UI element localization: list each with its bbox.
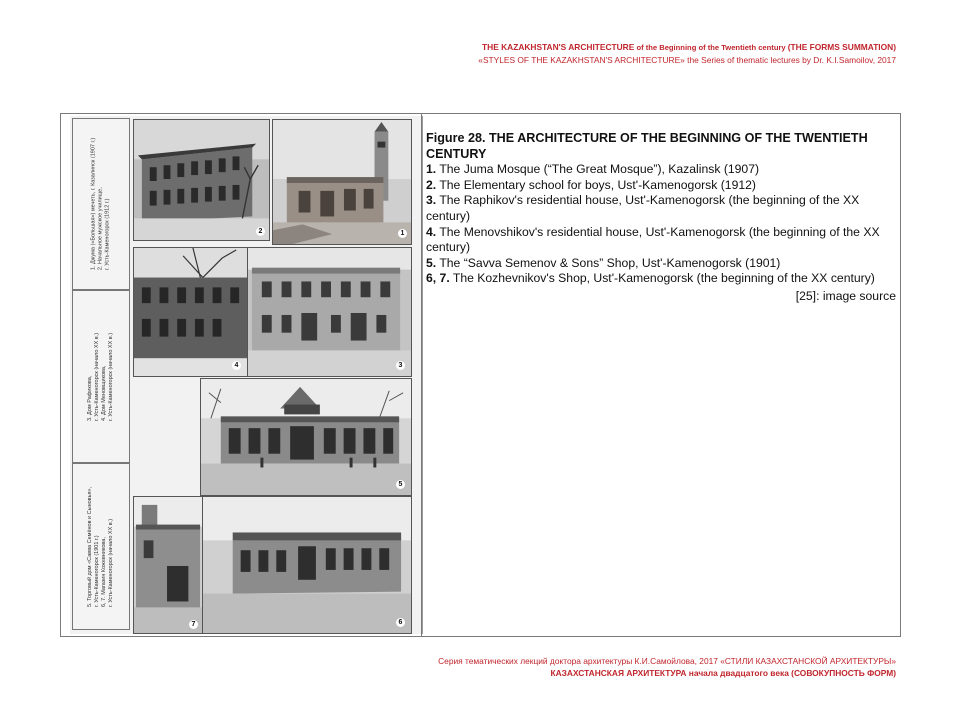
- footer-line-1: Серия тематических лекций доктора архитектуры К.И.Самойлова, 2017 «СТИЛИ КАЗАХСТАНСКОЙ АРХИТЕКТУРЫ»: [438, 656, 896, 666]
- caption-item-text: The Kozhevnikov's Shop, Ust'-Kamenogorsk (the beginning of the XX century): [449, 271, 875, 286]
- photo-savva-semenov-shop: [200, 378, 412, 496]
- plate-caption-cell-3: [72, 463, 130, 630]
- caption-item-4: [426, 225, 896, 256]
- photo-number-4: 4: [232, 361, 241, 370]
- header-line-1: [478, 41, 896, 54]
- plate-caption-line: 4. Дом Меновщикова,: [101, 364, 107, 421]
- footer-line-2: КАЗАХСТАНСКАЯ АРХИТЕКТУРА начала двадцатого века (СОВОКУПНОСТЬ ФОРМ): [550, 668, 896, 678]
- photo-school: [133, 119, 270, 241]
- plate-caption-strip: [72, 118, 132, 630]
- plate-caption-line: 2. Начальное мужское училище,: [97, 187, 104, 271]
- plate-caption-text-3: [87, 486, 115, 606]
- plate-caption-line: 6, 7. Магазин Кожевникова,: [101, 536, 107, 607]
- caption-item-number: 1.: [426, 162, 437, 177]
- plate-caption-line: г. Усть-Каменогорск (начало XX в.): [94, 332, 100, 421]
- caption-item-6: [426, 271, 896, 287]
- caption-item-number: 2.: [426, 177, 437, 192]
- slide-header: [478, 41, 896, 66]
- plate-caption-line: г. Усть-Каменогорск (начало XX в.): [108, 332, 114, 421]
- caption-item-text: The Menovshikov's residential house, Ust'-Kamenogorsk (the beginning of the XX century): [426, 224, 880, 255]
- caption-item-2: [426, 178, 896, 194]
- plate-caption-text-1: [91, 138, 112, 270]
- plate-caption-line: г. Усть-Каменогорск (1912 г.): [104, 198, 111, 271]
- plate-caption-text-2: [87, 332, 115, 420]
- slide-footer: [438, 655, 896, 679]
- photo-mosque: [272, 119, 412, 245]
- caption-item-number: 4.: [426, 224, 437, 239]
- plate-caption-line: г. Усть-Каменогорск (начало XX в.): [108, 518, 114, 607]
- plate-caption-line: 5. Торговый дом «Савва Семёнов и Сыновья»,: [87, 486, 93, 607]
- header-line-2: «STYLES OF THE KAZAKHSTAN'S ARCHITECTURE» the Series of thematic lectures by Dr. K.I.Samoilov, 2017: [478, 55, 896, 65]
- photo-number-6: 6: [396, 618, 405, 627]
- caption-item-1: [426, 162, 896, 178]
- header-topic: (THE FORMS SUMMATION): [787, 42, 896, 52]
- photo-number-5: 5: [396, 480, 405, 489]
- caption-item-text: The Juma Mosque (“The Great Mosque”), Kazalinsk (1907): [436, 162, 760, 177]
- header-title: THE KAZAKHSTAN'S ARCHITECTURE: [482, 42, 635, 52]
- plate-caption-line: 3. Дом Рафикова,: [87, 375, 93, 421]
- caption-item-text: The Elementary school for boys, Ust'-Kamenogorsk (1912): [436, 177, 756, 192]
- header-subtitle: of the Beginning of the Twentieth century: [634, 43, 788, 52]
- photo-number-7: 7: [189, 620, 198, 629]
- image-source: [25]: image source: [795, 288, 896, 303]
- plate-caption-cell-1: [72, 118, 130, 290]
- photo-kozhevnikov-shop-corner: [133, 496, 203, 634]
- photo-raphikov-house: [247, 247, 412, 377]
- caption-item-number: 5.: [426, 255, 437, 270]
- caption-item-number: 6, 7.: [426, 271, 450, 286]
- caption-item-text: The Raphikov's residential house, Ust'-Kamenogorsk (the beginning of the XX century): [426, 193, 860, 223]
- caption-item-5: [426, 256, 896, 272]
- figure-title: Figure 28. THE ARCHITECTURE OF THE BEGINNING OF THE TWENTIETH CENTURY: [426, 131, 868, 161]
- photo-menovshikov-house: [133, 247, 248, 377]
- photo-kozhevnikov-shop: [202, 496, 412, 634]
- photo-number-1: 1: [398, 229, 407, 238]
- photo-number-3: 3: [396, 361, 405, 370]
- caption-item-text: The “Savva Semenov & Sons” Shop, Ust'-Kamenogorsk (1901): [436, 255, 781, 270]
- caption-item-3: [426, 193, 896, 224]
- plate-caption-cell-2: [72, 290, 130, 463]
- plate-caption-line: г. Усть-Каменогорск (1901 г.): [94, 534, 100, 607]
- plate-caption-line: 1. Джума («Большая») мечеть, г. Казалинск (1907 г.): [90, 137, 97, 271]
- photo-number-2: 2: [256, 227, 265, 236]
- figure-caption: [426, 131, 896, 305]
- frame-divider: [421, 113, 422, 637]
- caption-item-number: 3.: [426, 193, 437, 208]
